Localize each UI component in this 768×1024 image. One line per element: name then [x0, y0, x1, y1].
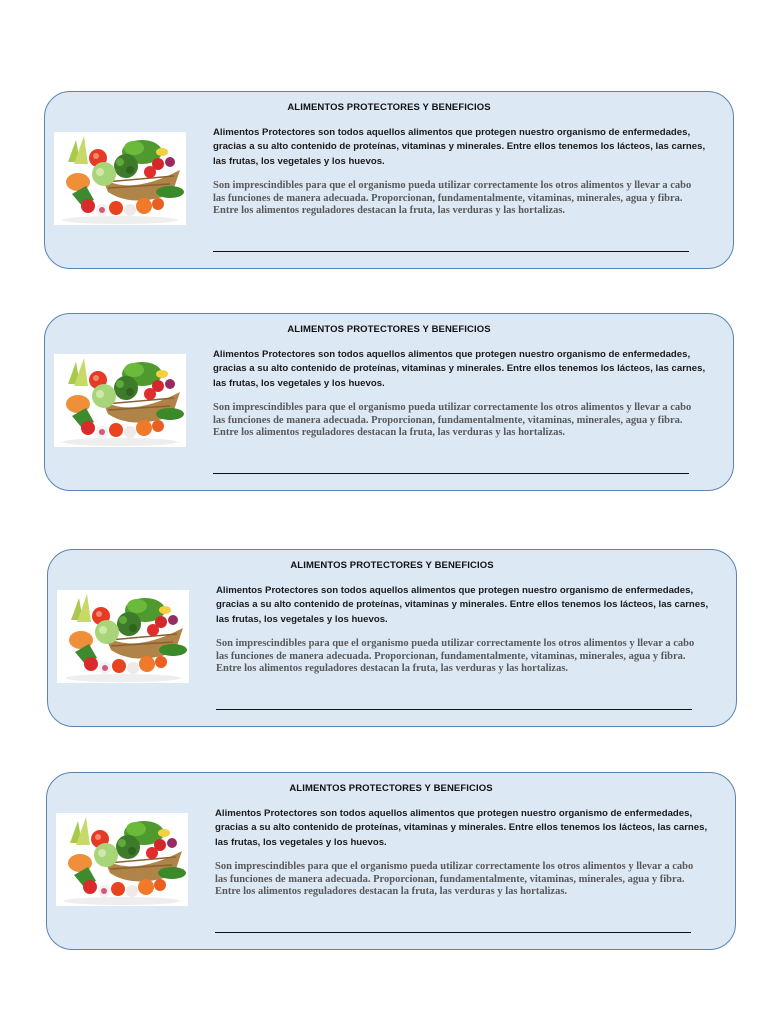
- card-intro-text: Alimentos Protectores son todos aquellos alimentos que protegen nuestro organismo de enfermedades, gracias a su alto contenido de proteínas, vitaminas y minerales. Entre ellos tenemos los lácteos, las carnes, las frutas, los vegetales y los huevos.: [216, 585, 709, 625]
- vegetable-basket-photo: [54, 354, 186, 447]
- info-card-3: [47, 549, 737, 727]
- info-card-2: [44, 313, 734, 491]
- vegetable-basket-photo: [57, 590, 189, 683]
- card-title: ALIMENTOS PROTECTORES Y BENEFICIOS: [287, 102, 491, 113]
- card-title: ALIMENTOS PROTECTORES Y BENEFICIOS: [289, 783, 493, 794]
- card-detail-text: Son imprescindibles para que el organismo pueda utilizar correctamente los otros alimentos y llevar a cabo las funciones de manera adecuada. Proporcionan, fundamentalmente, vitaminas, minerales, agua y fibra. Entre los alimentos reguladores destacan la fruta, las verduras y las hortalizas.: [216, 638, 695, 675]
- answer-line: [215, 932, 691, 933]
- answer-line: [216, 709, 692, 710]
- info-card-4: [46, 772, 736, 950]
- vegetable-basket-photo: [56, 813, 188, 906]
- answer-line: [213, 251, 689, 252]
- card-title: ALIMENTOS PROTECTORES Y BENEFICIOS: [290, 560, 494, 571]
- card-intro-text: Alimentos Protectores son todos aquellos alimentos que protegen nuestro organismo de enfermedades, gracias a su alto contenido de proteínas, vitaminas y minerales. Entre ellos tenemos los lácteos, las carnes, las frutas, los vegetales y los huevos.: [215, 808, 708, 848]
- card-detail-text: Son imprescindibles para que el organismo pueda utilizar correctamente los otros alimentos y llevar a cabo las funciones de manera adecuada. Proporcionan, fundamentalmente, vitaminas, minerales, agua y fibra. Entre los alimentos reguladores destacan la fruta, las verduras y las hortalizas.: [213, 180, 692, 217]
- card-detail-text: Son imprescindibles para que el organismo pueda utilizar correctamente los otros alimentos y llevar a cabo las funciones de manera adecuada. Proporcionan, fundamentalmente, vitaminas, minerales, agua y fibra. Entre los alimentos reguladores destacan la fruta, las verduras y las hortalizas.: [213, 402, 692, 439]
- info-card-1: [44, 91, 734, 269]
- answer-line: [213, 473, 689, 474]
- card-title: ALIMENTOS PROTECTORES Y BENEFICIOS: [287, 324, 491, 335]
- card-detail-text: Son imprescindibles para que el organismo pueda utilizar correctamente los otros alimentos y llevar a cabo las funciones de manera adecuada. Proporcionan, fundamentalmente, vitaminas, minerales, agua y fibra. Entre los alimentos reguladores destacan la fruta, las verduras y las hortalizas.: [215, 861, 694, 898]
- card-intro-text: Alimentos Protectores son todos aquellos alimentos que protegen nuestro organismo de enfermedades, gracias a su alto contenido de proteínas, vitaminas y minerales. Entre ellos tenemos los lácteos, las carnes, las frutas, los vegetales y los huevos.: [213, 349, 706, 389]
- vegetable-basket-photo: [54, 132, 186, 225]
- card-intro-text: Alimentos Protectores son todos aquellos alimentos que protegen nuestro organismo de enfermedades, gracias a su alto contenido de proteínas, vitaminas y minerales. Entre ellos tenemos los lácteos, las carnes, las frutas, los vegetales y los huevos.: [213, 127, 706, 167]
